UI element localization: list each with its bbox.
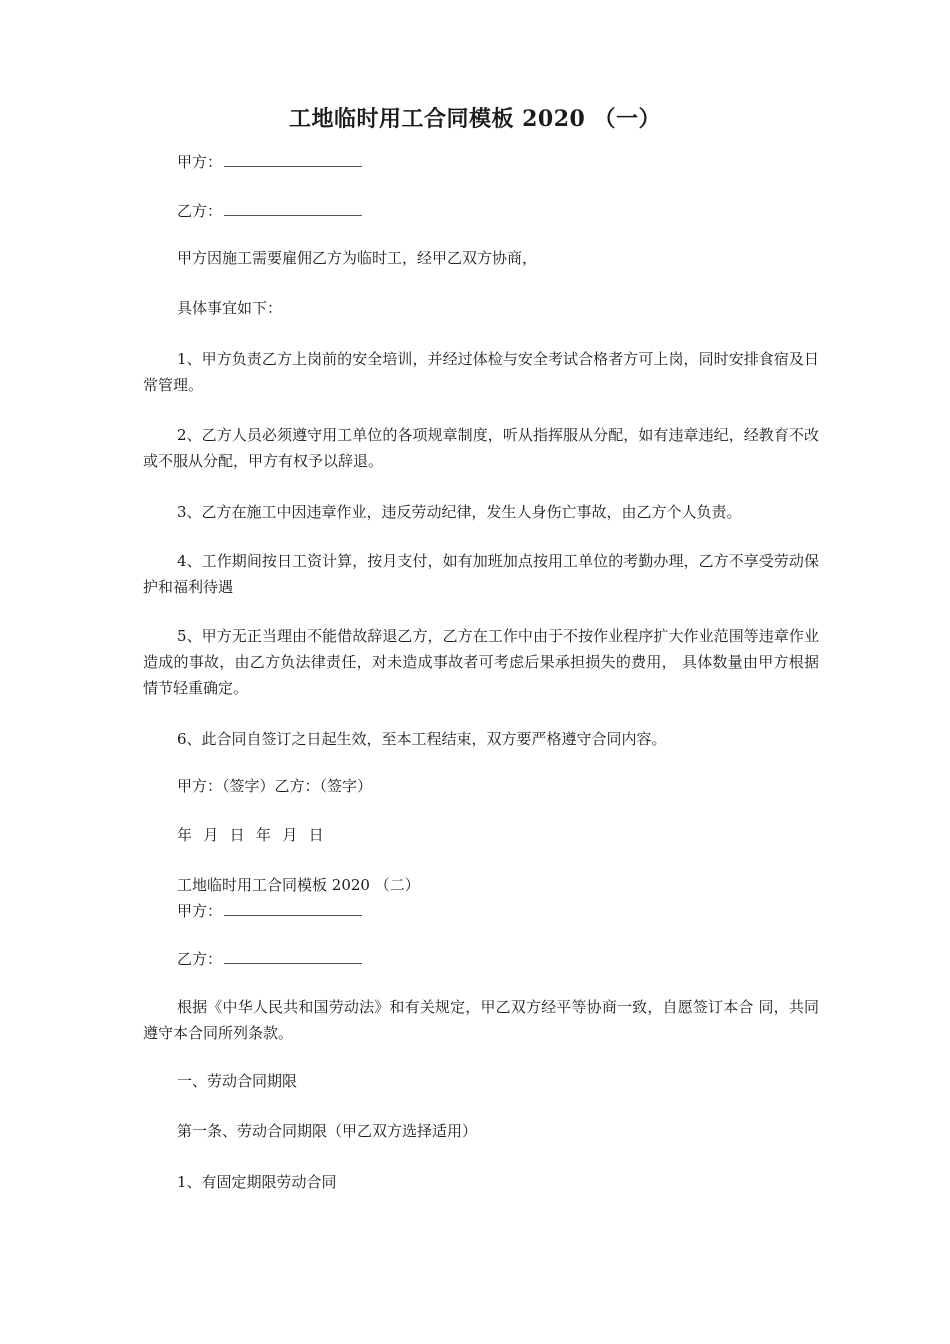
clause-2: 2、乙方人员必须遵守用工单位的各项规章制度，听从指挥服从分配，如有违章违纪，经教育不改或不服从分配，甲方有权予以辞退。 — [143, 426, 819, 470]
date-line: 年 月 日 年 月 日 — [177, 826, 325, 844]
clause-5: 5、甲方无正当理由不能借故辞退乙方，乙方在工作中由于不按作业程序扩大作业范围等违章作业造成的事故，由乙方负法律责任，对未造成事故者可考虑后果承担损失的费用， 具体数量由甲方根据情节轻重确定。 — [143, 627, 819, 697]
clause-1: 1、甲方负责乙方上岗前的安全培训，并经过体检与安全考试合格者方可上岗，同时安排食宿及日常管理。 — [143, 350, 819, 394]
second-title: 工地临时用工合同模板 2020 （二） — [177, 876, 420, 894]
details-paragraph: 具体事宜如下： — [177, 299, 283, 317]
intro-paragraph: 甲方因施工需要雇佣乙方为临时工，经甲乙双方协商， — [177, 249, 538, 267]
party-a-blank — [224, 152, 362, 167]
party-a-label-2: 甲方： — [177, 902, 223, 920]
article-1: 第一条、劳动合同期限（甲乙双方选择适用） — [177, 1122, 478, 1140]
party-a-label: 甲方： — [177, 153, 223, 171]
party-a-blank-2 — [224, 901, 362, 916]
party-a-line — [177, 150, 362, 174]
signature-line: 甲方：（签字）乙方：（签字） — [177, 777, 373, 795]
party-a-line-2 — [177, 899, 362, 923]
intro-paragraph-2: 根据《中华人民共和国劳动法》和有关规定，甲乙双方经平等协商一致，自愿签订本合 同，共同遵守本合同所列条款。 — [143, 998, 819, 1042]
party-b-line — [177, 199, 362, 223]
section-heading-1: 一、劳动合同期限 — [177, 1072, 298, 1090]
item-1: 1、有固定期限劳动合同 — [177, 1173, 337, 1191]
clause-4: 4、工作期间按日工资计算，按月支付，如有加班加点按用工单位的考勤办理，乙方不享受劳动保护和福利待遇 — [143, 552, 819, 596]
party-b-blank — [224, 201, 362, 216]
clause-6: 6、此合同自签订之日起生效，至本工程结束，双方要严格遵守合同内容。 — [177, 730, 667, 748]
party-b-line-2 — [177, 947, 362, 971]
clause-3: 3、乙方在施工中因违章作业，违反劳动纪律，发生人身伤亡事故，由乙方个人负责。 — [177, 503, 742, 521]
document-title: 工地临时用工合同模板 2020 （一） — [288, 106, 662, 132]
party-b-label: 乙方： — [177, 202, 223, 220]
party-b-label-2: 乙方： — [177, 950, 223, 968]
party-b-blank-2 — [224, 949, 362, 964]
